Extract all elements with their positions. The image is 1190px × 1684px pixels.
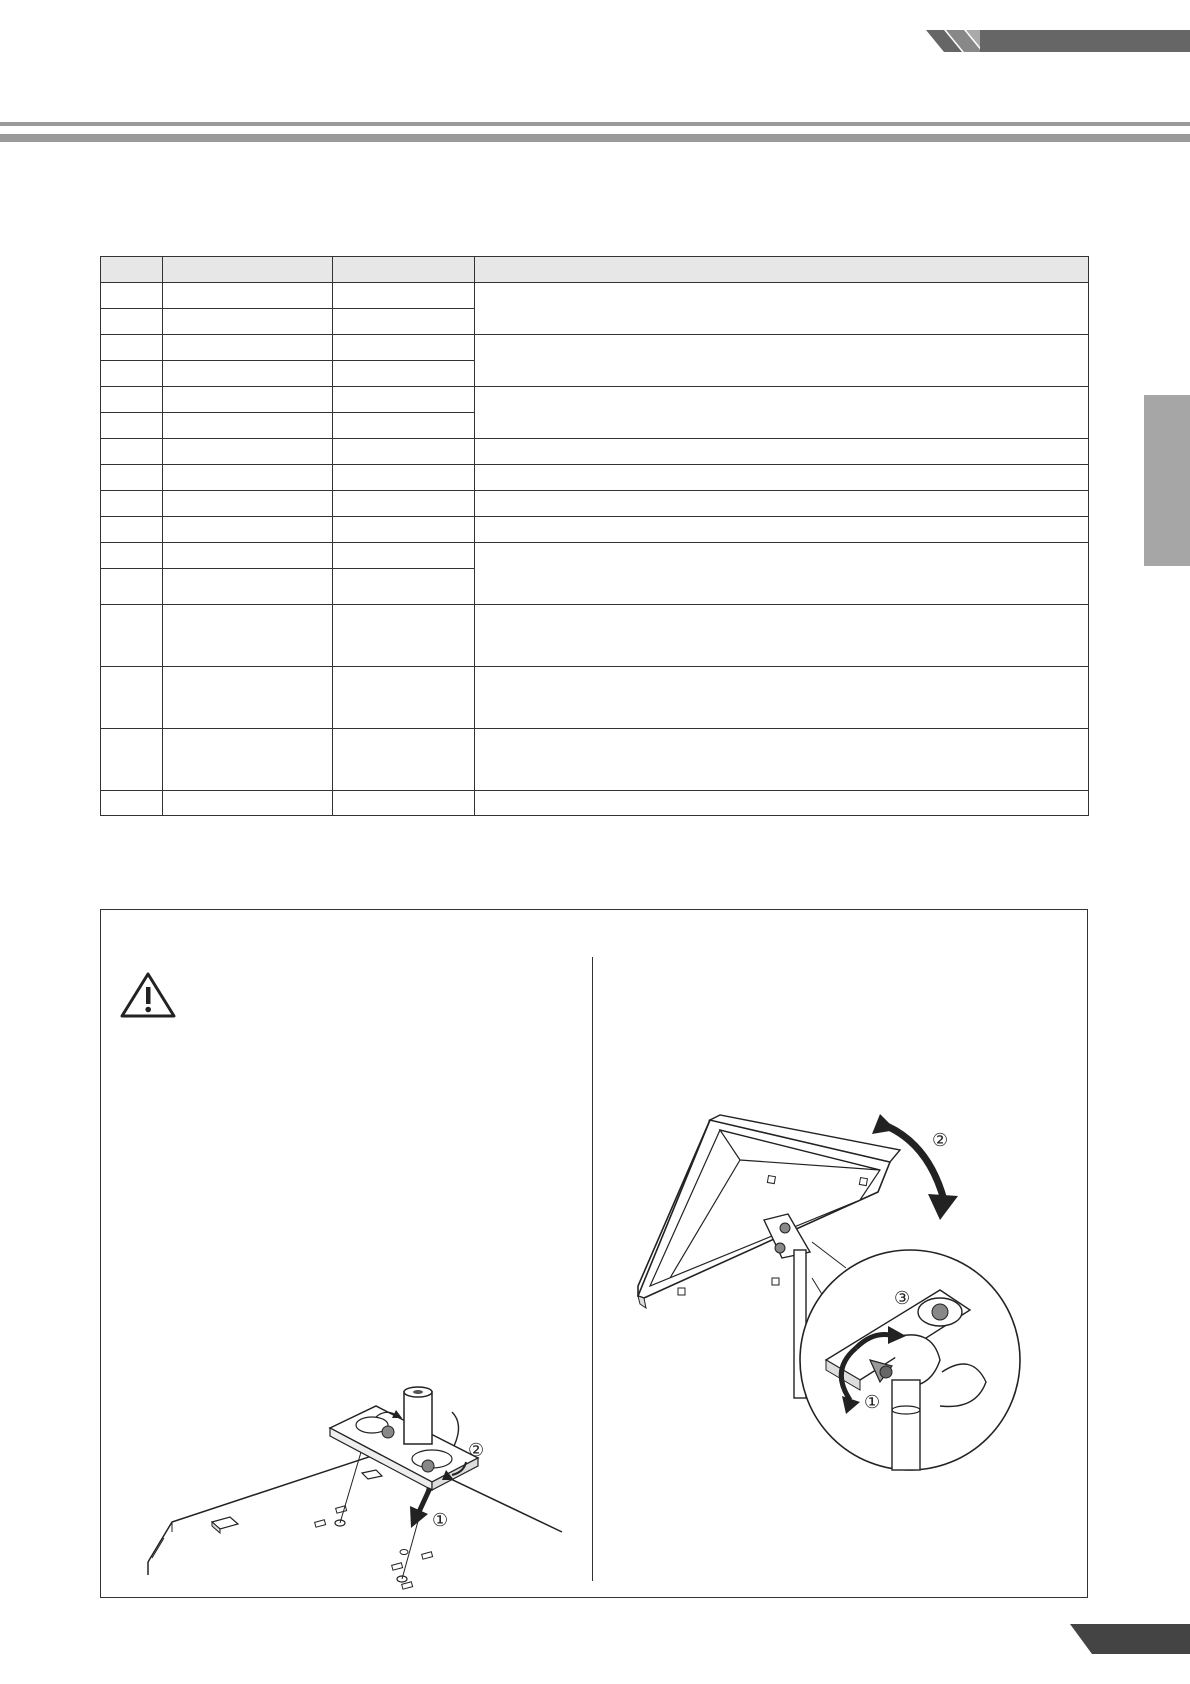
table-row: [101, 791, 1089, 816]
step-label: ②: [932, 1130, 949, 1151]
step-2-arrow: [928, 1194, 958, 1220]
table-row: [101, 729, 1089, 791]
note-column-divider: [592, 957, 593, 1581]
spec-description-cell: [475, 543, 1089, 605]
table-row: [101, 283, 1089, 309]
step-label: ②: [468, 1440, 485, 1461]
table-row: [101, 605, 1089, 667]
table-row: [101, 387, 1089, 413]
table-row: [101, 335, 1089, 361]
page-number-tab: [1070, 1624, 1190, 1654]
step-label: ①: [432, 1510, 449, 1531]
spec-header-cell: [101, 257, 163, 283]
spec-table-header-row: [101, 257, 1089, 283]
speaker-top-outline: [148, 1450, 562, 1562]
stand-adapter-installation-illustration: [140, 1300, 580, 1600]
step-label: ①: [864, 1392, 881, 1413]
speaker-angle-adjustment-illustration: [610, 1090, 1090, 1470]
spec-description-cell: [475, 283, 1089, 335]
spec-header-cell: [333, 257, 475, 283]
table-row: [101, 465, 1089, 491]
table-row: [101, 491, 1089, 517]
table-row: [101, 543, 1089, 569]
header-rule-bottom: [0, 134, 1190, 142]
spec-description-cell: [475, 387, 1089, 439]
spec-description-cell: [475, 335, 1089, 387]
spec-header-cell: [163, 257, 333, 283]
table-row: [101, 517, 1089, 543]
header-bar: [980, 30, 1190, 52]
table-row: [101, 439, 1089, 465]
header-rule-top: [0, 122, 1190, 126]
warning-triangle-icon: [118, 970, 178, 1020]
pole-socket: [404, 1392, 432, 1444]
header-stripes-graphic: [0, 0, 1190, 60]
step-label: ③: [894, 1288, 911, 1309]
spec-header-cell: [475, 257, 1089, 283]
chapter-side-tab: [1144, 395, 1190, 566]
spec-table: [100, 256, 1089, 816]
table-row: [101, 667, 1089, 729]
